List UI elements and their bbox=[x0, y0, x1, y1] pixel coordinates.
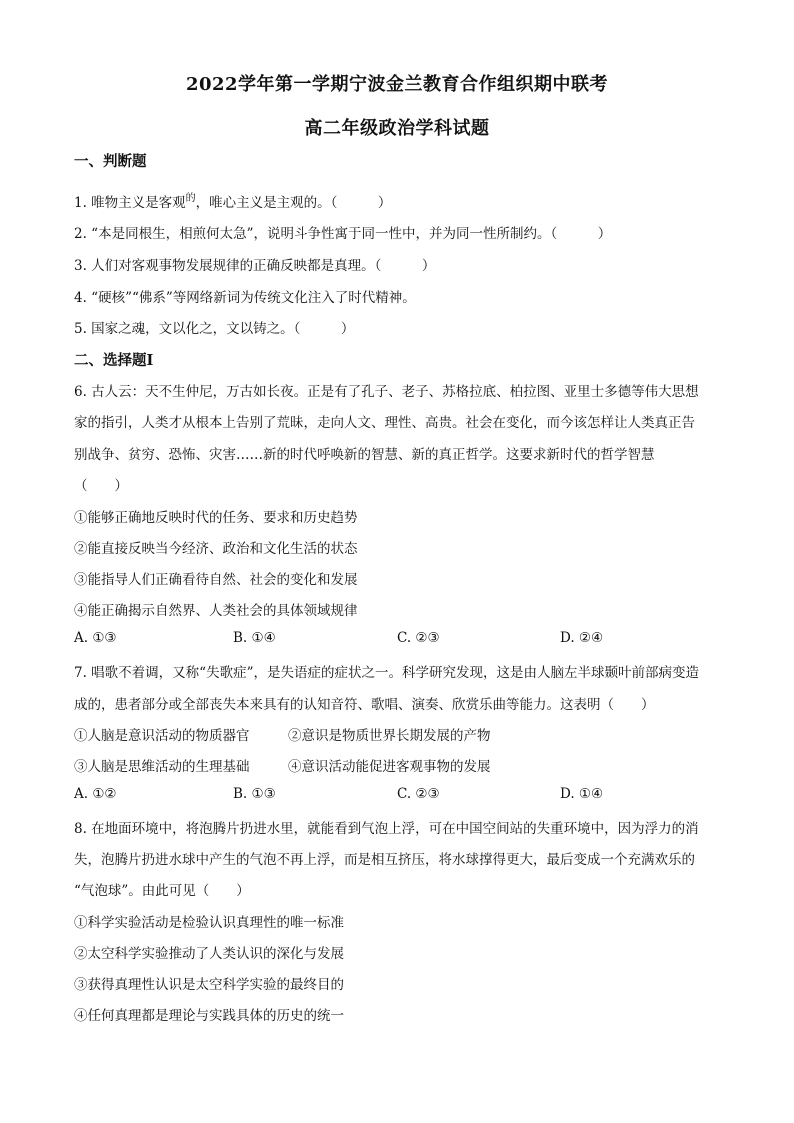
section-heading-judgement: 一、判断题 bbox=[74, 153, 147, 170]
question-1-text-a: 1. 唯物主义是客观 bbox=[74, 195, 186, 211]
question-7-statement-1: ①人脑是意识活动的物质器官 bbox=[74, 728, 250, 744]
question-6-line-2: 家的指引，人类才从根本上告别了荒昧，走向人文、理性、高贵。社会在变化，而今该怎样让人类真正告 bbox=[74, 415, 695, 431]
question-7-option-a[interactable]: A. ①② bbox=[74, 786, 117, 802]
question-7-line-1: 7. 唱歌不着调，又称“失歌症”，是失语症的症状之一。科学研究发现，这是由人脑左半球颞叶前部病变造 bbox=[74, 665, 699, 681]
exam-title: 2022学年第一学期宁波金兰教育合作组织期中联考 bbox=[185, 74, 609, 95]
exam-subtitle: 高二年级政治学科试题 bbox=[304, 118, 490, 139]
question-7-statement-4: ④意识活动能促进客观事物的发展 bbox=[288, 759, 491, 775]
question-8-line-3: “气泡球”。由此可见（ ） bbox=[74, 883, 250, 899]
question-2: 2. “本是同根生，相煎何太急”，说明斗争性寓于同一性中，并为同一性所制约。（ ） bbox=[74, 226, 612, 242]
question-7-option-d[interactable]: D. ①④ bbox=[560, 786, 604, 802]
question-7-line-2: 成的，患者部分或全部丧失本来具有的认知音符、歌唱、演奏、欣赏乐曲等能力。这表明（ ） bbox=[74, 697, 655, 713]
question-1-superscript: 的 bbox=[185, 193, 196, 204]
question-6-line-1: 6. 古人云：天不生仲尼，万古如长夜。正是有了孔子、老子、苏格拉底、柏拉图、亚里士多德等伟大思想 bbox=[74, 384, 699, 400]
question-1 bbox=[74, 189, 391, 211]
question-7-option-c[interactable]: C. ②③ bbox=[397, 786, 440, 802]
question-6-option-b[interactable]: B. ①④ bbox=[233, 630, 276, 646]
question-8-line-2: 失，泡腾片扔进水球中产生的气泡不再上浮，而是相互挤压，将水球撑得更大，最后变成一个充满欢乐的 bbox=[74, 852, 695, 868]
question-4: 4. “硬核”“佛系”等网络新词为传统文化注入了时代精神。 bbox=[74, 290, 416, 306]
question-6-option-d[interactable]: D. ②④ bbox=[560, 630, 604, 646]
question-8-statement-4: ④任何真理都是理论与实践具体的历史的统一 bbox=[74, 1008, 344, 1024]
question-8-statement-3: ③获得真理性认识是太空科学实验的最终目的 bbox=[74, 977, 344, 993]
question-8-statement-1: ①科学实验活动是检验认识真理性的唯一标准 bbox=[74, 915, 344, 931]
question-6-line-4: （ ） bbox=[74, 478, 128, 494]
question-7-option-b[interactable]: B. ①③ bbox=[233, 786, 276, 802]
question-5: 5. 国家之魂，文以化之，文以铸之。（ ） bbox=[74, 321, 355, 337]
question-6-statement-3: ③能指导人们正确看待自然、社会的变化和发展 bbox=[74, 572, 358, 588]
question-1-text-b: ，唯心主义是主观的。（ ） bbox=[195, 195, 392, 211]
question-6-option-a[interactable]: A. ①③ bbox=[74, 630, 117, 646]
question-8-line-1: 8. 在地面环境中，将泡腾片扔进水里，就能看到气泡上浮，可在中国空间站的失重环境中，因为浮力的消 bbox=[74, 821, 699, 837]
question-6-option-c[interactable]: C. ②③ bbox=[397, 630, 440, 646]
question-3: 3. 人们对客观事物发展规律的正确反映都是真理。（ ） bbox=[74, 258, 436, 274]
question-7-statement-2: ②意识是物质世界长期发展的产物 bbox=[288, 728, 491, 744]
question-6-statement-2: ②能直接反映当今经济、政治和文化生活的状态 bbox=[74, 541, 358, 557]
question-7-statement-3: ③人脑是思维活动的生理基础 bbox=[74, 759, 250, 775]
section-heading-choice: 二、选择题Ⅰ bbox=[74, 352, 154, 369]
question-6-statement-1: ①能够正确地反映时代的任务、要求和历史趋势 bbox=[74, 510, 358, 526]
question-6-line-3: 别战争、贫穷、恐怖、灾害……新的时代呼唤新的智慧、新的真正哲学。这要求新时代的哲学智慧 bbox=[74, 447, 655, 463]
question-6-statement-4: ④能正确揭示自然界、人类社会的具体领域规律 bbox=[74, 603, 358, 619]
question-8-statement-2: ②太空科学实验推动了人类认识的深化与发展 bbox=[74, 946, 344, 962]
